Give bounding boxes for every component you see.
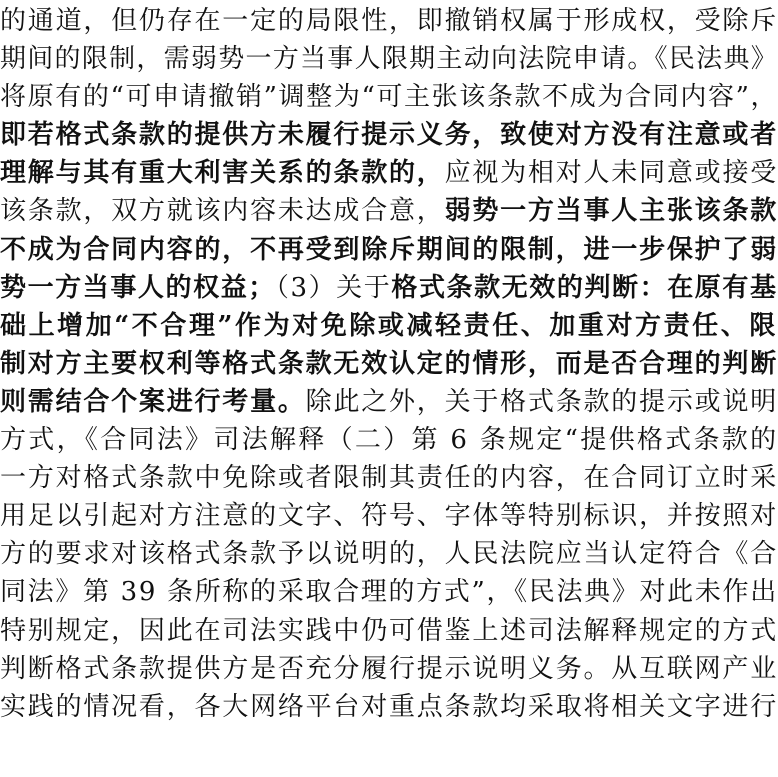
text-segment: 方的要求对该格式条款予以说明的，人民法院应当认定符合《合 (0, 539, 778, 570)
text-segment: 判断格式条款提供方是否充分履行提示说明义务。从互联网产业 (0, 653, 778, 684)
text-segment: 将原有的“可申请撤销”调整为“可主张该条款不成为合同内容”， (0, 82, 778, 113)
text-line (0, 116, 778, 154)
text-line (0, 383, 778, 421)
text-line (0, 78, 778, 116)
text-line (0, 345, 778, 383)
bold-text-segment: 础上增加“不合理”作为对免除或减轻责任、加重对方责任、限 (0, 310, 778, 341)
text-segment: 该条款，双方就该内容未达成合意， (0, 196, 445, 227)
bold-text-segment: 格式条款无效的判断：在原有基 (391, 272, 778, 303)
bold-text-segment: 势一方当事人的权益； (0, 272, 276, 303)
text-segment: 除此之外，关于格式条款的提示或说明 (305, 386, 778, 417)
text-line (0, 192, 778, 230)
text-segment: 实践的情况看，各大网络平台对重点条款均采取将相关文字进行 (0, 691, 778, 722)
bold-text-segment: 不成为合同内容的，不再受到除斥期间的限制，进一步保护了弱 (0, 234, 778, 265)
bold-text-segment: 制对方主要权利等格式条款无效认定的情形，而是否合理的判断 (0, 348, 778, 379)
text-segment: 特别规定，因此在司法实践中仍可借鉴上述司法解释规定的方式 (0, 615, 778, 646)
document-body (0, 2, 778, 726)
text-line (0, 231, 778, 269)
text-line (0, 650, 778, 688)
text-line (0, 573, 778, 611)
text-line (0, 40, 778, 78)
text-line (0, 612, 778, 650)
text-segment: 同法》第 39 条所称的采取合理的方式”，《民法典》对此未作出 (0, 577, 778, 608)
text-line (0, 307, 778, 345)
bold-text-segment: 理解与其有重大利害关系的条款的， (0, 158, 445, 189)
text-line (0, 2, 778, 40)
text-line (0, 421, 778, 459)
text-segment: 方式，《合同法》司法解释（二）第 6 条规定“提供格式条款的 (0, 425, 778, 456)
text-segment: 一方对格式条款中免除或者限制其责任的内容，在合同订立时采 (0, 463, 778, 494)
bold-text-segment: 即若格式条款的提供方未履行提示义务，致使对方没有注意或者 (0, 120, 778, 151)
text-line (0, 154, 778, 192)
text-line (0, 459, 778, 497)
text-segment: 的通道，但仍存在一定的局限性，即撤销权属于形成权，受除斥 (0, 6, 778, 36)
bold-text-segment: 弱势一方当事人主张该条款 (444, 196, 778, 227)
text-line (0, 497, 778, 535)
text-line (0, 688, 778, 726)
text-segment: 应视为相对人未同意或接受 (444, 158, 778, 189)
text-line (0, 535, 778, 573)
text-segment: 用足以引起对方注意的文字、符号、字体等特别标识，并按照对 (0, 501, 778, 532)
text-segment: （3）关于 (275, 272, 392, 303)
text-line (0, 269, 778, 307)
bold-text-segment: 则需结合个案进行考量。 (0, 386, 306, 417)
text-segment: 期间的限制，需弱势一方当事人限期主动向法院申请。《民法典》 (0, 44, 778, 75)
